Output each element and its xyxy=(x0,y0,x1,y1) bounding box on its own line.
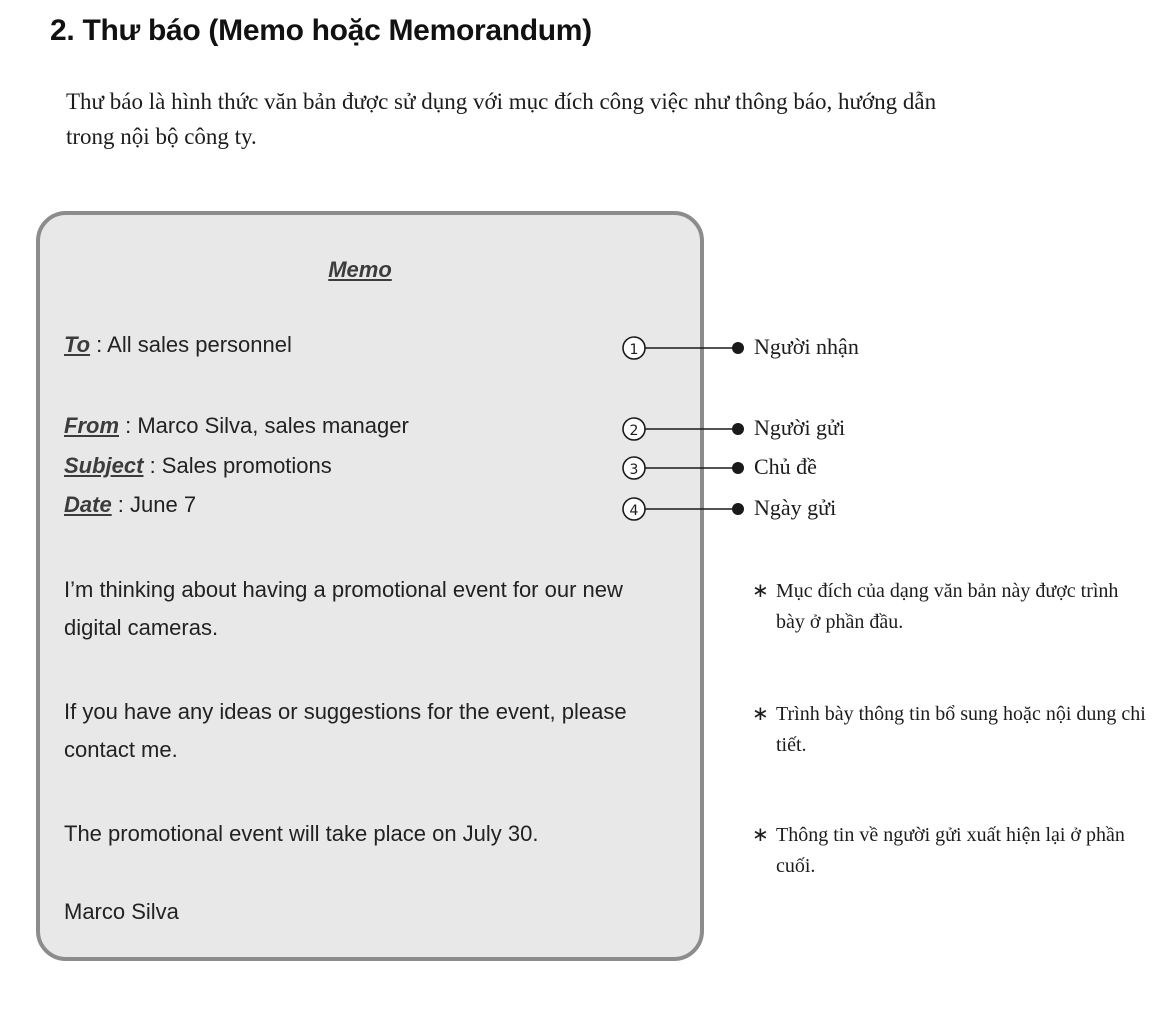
section-heading: 2. Thư báo (Memo hoặc Memorandum) xyxy=(50,14,592,47)
callout-label-date: Ngày gửi xyxy=(754,495,837,520)
memo-from-value: : Marco Silva, sales manager xyxy=(119,413,409,438)
callout-1 xyxy=(623,337,744,359)
callout-number: 3 xyxy=(629,462,639,478)
callout-dot xyxy=(732,423,744,435)
memo-to-label: To xyxy=(64,332,91,357)
memo-subject-label: Subject xyxy=(64,453,144,478)
memo-paragraph-3: The promotional event will take place on July 30. xyxy=(64,821,539,846)
memo-date-value: : June 7 xyxy=(111,492,197,517)
memo-paragraph-1: I’m thinking about having a promotional event for our new digital cameras. xyxy=(64,577,623,640)
memo-paragraph-2: If you have any ideas or suggestions for the event, please contact me. xyxy=(64,699,627,762)
callout-number: 2 xyxy=(629,423,639,439)
note-text: Mục đích của dạng văn bản này được trình bày ở phần đầu. xyxy=(776,580,1119,633)
asterisk-icon: ∗ xyxy=(752,580,769,602)
memo-date-label: Date xyxy=(64,492,112,517)
callout-number: 1 xyxy=(629,342,639,358)
callout-label-recipient: Người nhận xyxy=(754,334,859,359)
note-text: Trình bày thông tin bổ sung hoặc nội dung chi tiết. xyxy=(776,703,1146,756)
callout-dot xyxy=(732,342,744,354)
memo-subject-value: : Sales promotions xyxy=(143,453,332,478)
callout-number: 4 xyxy=(629,503,639,519)
memo-signature: Marco Silva xyxy=(64,899,179,924)
memo-from-label: From xyxy=(64,413,119,438)
callout-4 xyxy=(623,498,744,520)
callout-label-subject: Chủ đề xyxy=(754,454,817,479)
memo-title: Memo xyxy=(328,257,392,282)
note-text: Thông tin về người gửi xuất hiện lại ở phần cuối. xyxy=(776,824,1125,877)
asterisk-icon: ∗ xyxy=(752,703,769,725)
note-opening xyxy=(752,576,1152,638)
note-body xyxy=(752,699,1152,761)
callout-2 xyxy=(623,418,744,440)
asterisk-icon: ∗ xyxy=(752,824,769,846)
callout-dot xyxy=(732,462,744,474)
callout-3 xyxy=(623,457,744,479)
note-closing xyxy=(752,820,1152,882)
memo-to-value: : All sales personnel xyxy=(90,332,292,357)
callout-label-sender: Người gửi xyxy=(754,415,846,440)
callout-dot xyxy=(732,503,744,515)
section-intro: Thư báo là hình thức văn bản được sử dụng với mục đích công việc như thông báo, hướng dẫn trong nội bộ công ty. xyxy=(66,89,937,149)
